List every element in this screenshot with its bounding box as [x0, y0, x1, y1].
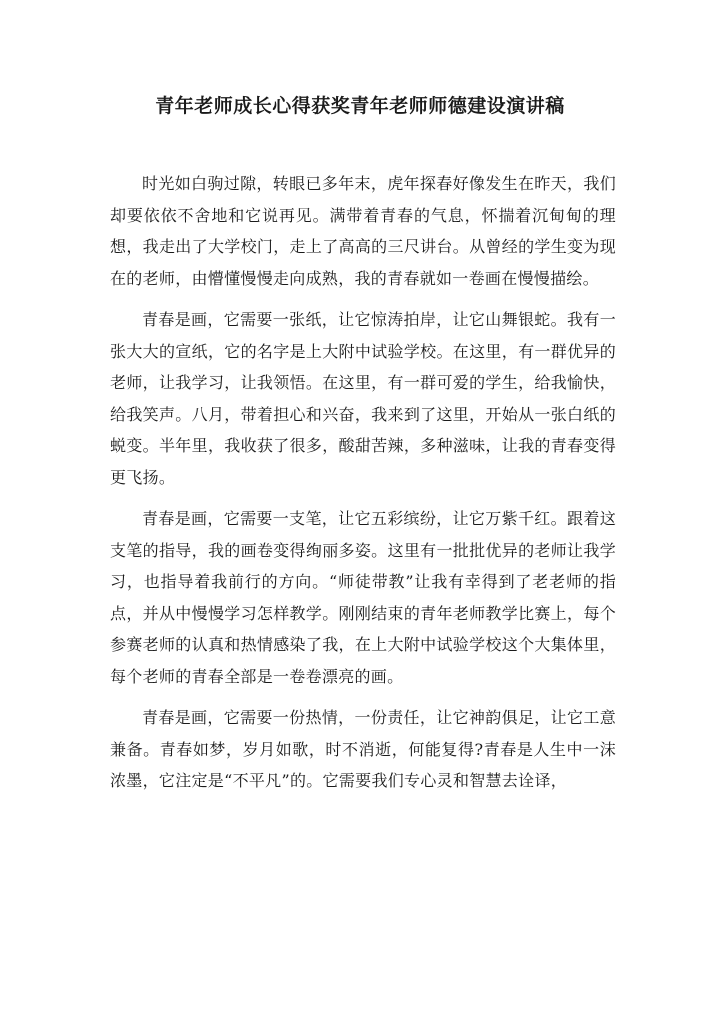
paragraph: 青春是画，它需要一支笔，让它五彩缤纷，让它万紫千红。跟着这支笔的指导，我的画卷变得绚丽多姿。这里有一批批优异的老师让我学习，也指导着我前行的方向。“师徒带教”让我有幸得到了老老师的指点，并从中慢慢学习怎样教学。刚刚结束的青年老师教学比赛上，每个参赛老师的认真和热情感染了我，在上大附中试验学校这个大集体里，每个老师的青春全部是一卷卷漂亮的画。 [110, 509, 616, 686]
document-body [110, 168, 616, 807]
document-title: 青年老师成长心得获奖青年老师师德建设演讲稿 [155, 95, 565, 117]
paragraph: 青春是画，它需要一份热情，一份责任，让它神韵俱足，让它工意兼备。青春如梦，岁月如歌，时不消逝，何能复得?青春是人生中一沫浓墨，它注定是“不平凡”的。它需要我们专心灵和智慧去诠译， [110, 708, 616, 790]
paragraph: 时光如白驹过隙，转眼已多年末，虎年探春好像发生在昨天，我们却要依依不舍地和它说再见。满带着青春的气息，怀揣着沉甸甸的理想，我走出了大学校门，走上了高高的三尺讲台。从曾经的学生变为现在的老师，由懵懂慢慢走向成熟，我的青春就如一卷画在慢慢描绘。 [110, 174, 616, 288]
paragraph: 青春是画，它需要一张纸，让它惊涛拍岸，让它山舞银蛇。我有一张大大的宣纸，它的名字是上大附中试验学校。在这里，有一群优异的老师，让我学习，让我领悟。在这里，有一群可爱的学生，给我愉快，给我笑声。八月，带着担心和兴奋，我来到了这里，开始从一张白纸的蜕变。半年里，我收获了很多，酸甜苦辣，多种滋味，让我的青春变得更飞扬。 [110, 310, 616, 487]
